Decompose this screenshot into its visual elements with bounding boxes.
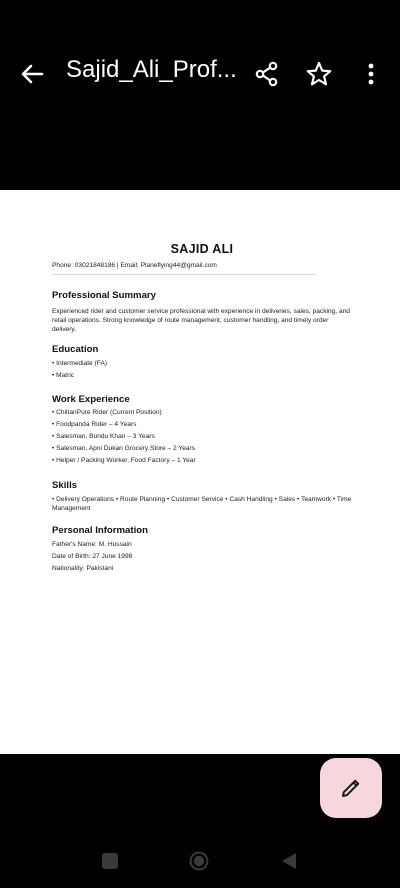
resume-name: SAJID ALI [170,242,234,256]
document-title: Sajid_Ali_Prof... [66,56,237,83]
personal-item: Nationality: Pakistani [52,565,114,572]
summary-heading: Professional Summary [52,290,156,301]
app-bar [0,0,400,190]
skills-text: • Delivery Operations • Route Planning • Customer Service • Cash Handling • Sales • Teamwork • Time Management [52,496,352,512]
summary-text: Experienced rider and customer service professional with experience in deliveries, sales, packing, and retail operations. Strong knowledge of route management, customer handling, and timely order delivery. [52,308,350,333]
more-vertical-icon [355,58,387,90]
personal-item: Date of Birth: 27 June 1998 [52,553,133,560]
back-button[interactable] [18,60,46,88]
share-icon [251,58,283,90]
education-item: • Intermediate (FA) [52,360,108,367]
favorite-button[interactable] [303,58,335,90]
back-triangle-icon[interactable] [281,852,297,870]
home-circle-icon[interactable] [189,851,209,871]
document-page [0,190,400,754]
skills-heading: Skills [52,480,78,491]
personal-heading: Personal Information [52,525,148,536]
work-item: • Helper / Packing Worker, Food Factory – 1 Year [52,457,196,464]
education-item: • Matric [52,372,75,379]
edit-fab-button[interactable] [320,758,382,818]
work-item: • Salesman, Bundu Khan – 3 Years [52,433,155,440]
education-heading: Education [52,344,99,355]
arrow-left-icon [18,60,46,88]
resume-contact: Phone: 03021848186 | Email: Planeflying44@gmail.com [52,262,217,269]
contact-divider [52,274,317,275]
recents-square-icon[interactable] [102,853,118,869]
share-button[interactable] [251,58,283,90]
work-item: • Foodpanda Rider – 4 Years [52,421,137,428]
star-icon [303,58,335,90]
work-heading: Work Experience [52,394,130,405]
work-item: • Salesman, Apni Dukan Grocery Store – 2 Years [52,445,196,452]
work-item: • ChiltanPure Rider (Current Position) [52,409,162,416]
personal-item: Father's Name: M. Hussain [52,541,132,548]
pencil-icon [339,776,363,800]
more-options-button[interactable] [355,58,387,90]
